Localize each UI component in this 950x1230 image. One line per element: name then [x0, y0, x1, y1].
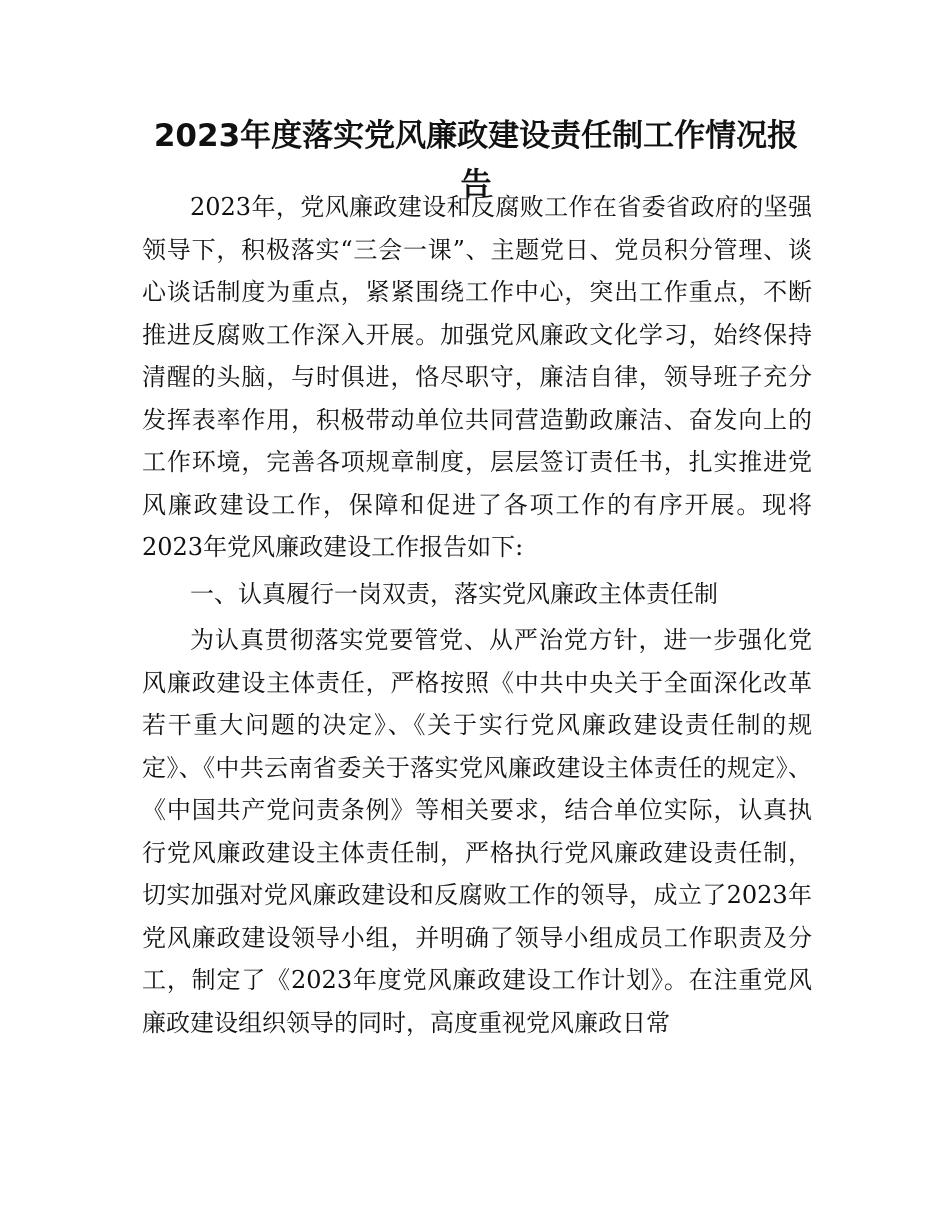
- document-body: [142, 186, 812, 1044]
- section-paragraph: 为认真贯彻落实党要管党、从严治党方针，进一步强化党风廉政建设主体责任，严格按照《中共中央关于全面深化改革若干重大问题的决定》、《关于实行党风廉政建设责任制的规定》、《中共云南省委关于落实党风廉政建设主体责任的规定》、《中国共产党问责条例》等相关要求，结合单位实际，认真执行党风廉政建设主体责任制，严格执行党风廉政建设责任制，切实加强对党风廉政建设和反腐败工作的领导，成立了2023年党风廉政建设领导小组，并明确了领导小组成员工作职责及分工，制定了《2023年度党风廉政建设工作计划》。在注重党风廉政建设组织领导的同时，高度重视党风廉政日常: [142, 626, 812, 1037]
- document-title: 2023年度落实党风廉政建设责任制工作情况报告: [153, 118, 799, 203]
- intro-paragraph: 2023年，党风廉政建设和反腐败工作在省委省政府的坚强领导下，积极落实“三会一课”、主题党日、党员积分管理、谈心谈话制度为重点，紧紧围绕工作中心，突出工作重点，不断推进反腐败工作深入开展。加强党风廉政文化学习，始终保持清醒的头脑，与时俱进，恪尽职守，廉洁自律，领导班子充分发挥表率作用，积极带动单位共同营造勤政廉洁、奋发向上的工作环境，完善各项规章制度，层层签订责任书，扎实推进党风廉政建设工作，保障和促进了各项工作的有序开展。现将2023年党风廉政建设工作报告如下:: [142, 193, 812, 561]
- section-heading: 一、认真履行一岗双责，落实党风廉政主体责任制: [190, 579, 718, 608]
